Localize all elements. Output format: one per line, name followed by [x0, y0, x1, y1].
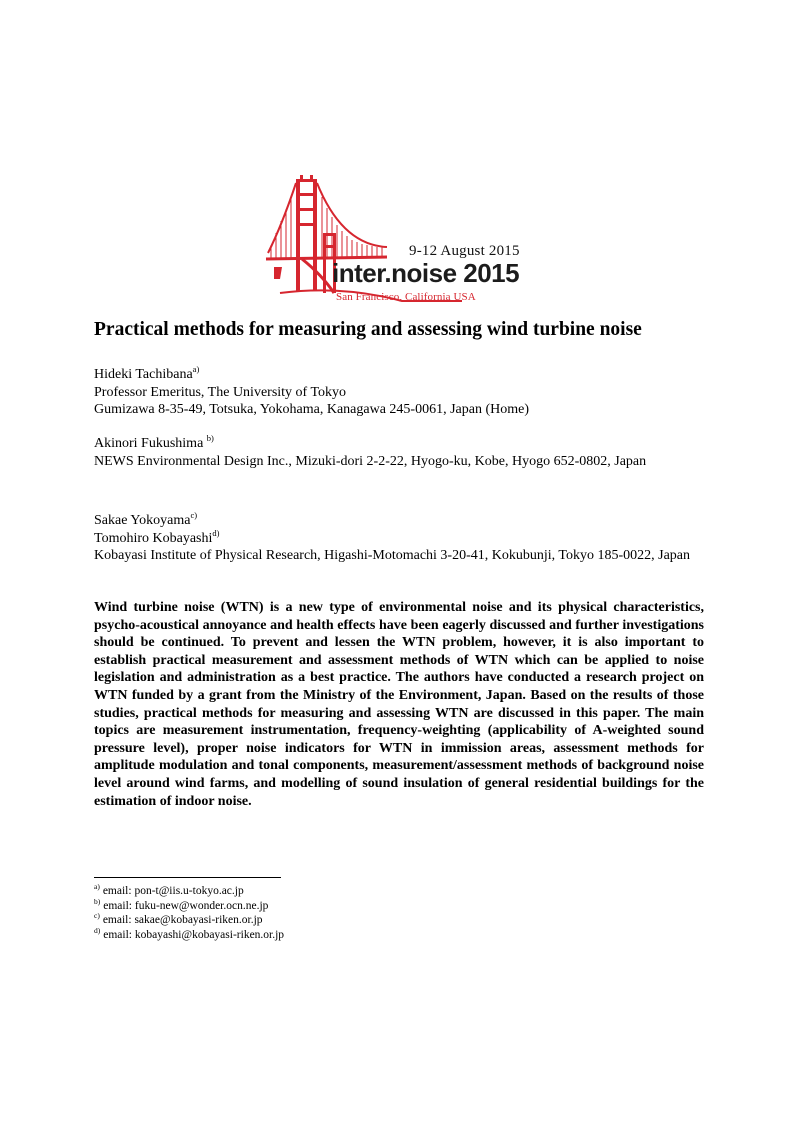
- footnotes: [94, 884, 704, 942]
- author-name-line: [94, 366, 704, 384]
- footnote-text: email: fuku-new@wonder.ocn.ne.jp: [103, 899, 269, 912]
- author-mark: d): [212, 527, 220, 538]
- author-block-3: [94, 512, 704, 565]
- author-name-line: [94, 435, 704, 453]
- author-affiliation: NEWS Environmental Design Inc., Mizuki-dori 2-2-22, Hyogo-ku, Kobe, Hyogo 652-0802, Japan: [94, 453, 647, 469]
- footnote-rule: [94, 877, 281, 878]
- footnote-mark: c): [94, 911, 100, 921]
- author-block-2: [94, 435, 704, 470]
- author-name: Tomohiro Kobayashi: [94, 530, 213, 546]
- paper-title: Practical methods for measuring and assessing wind turbine noise: [94, 319, 642, 340]
- footnote-text: email: kobayashi@kobayasi-riken.or.jp: [103, 928, 285, 941]
- footnote-text: email: sakae@kobayasi-riken.or.jp: [102, 914, 263, 927]
- author-name-line: [94, 512, 704, 530]
- logo-place: San Francisco, California USA: [336, 291, 476, 303]
- conference-logo: [262, 175, 532, 308]
- footnote-mark: a): [94, 882, 100, 891]
- author-mark: a): [192, 364, 200, 374]
- author-address: Gumizawa 8-35-49, Totsuka, Yokohama, Kanagawa 245-0061, Japan (Home): [94, 402, 529, 417]
- footnote-text: email: pon-t@iis.u-tokyo.ac.jp: [102, 885, 244, 897]
- author-name: Sakae Yokoyama: [94, 513, 191, 528]
- author-name: Hideki Tachibana: [94, 367, 193, 382]
- footnote: [94, 925, 704, 943]
- footnote-mark: d): [94, 925, 101, 935]
- author-name-line: [94, 527, 704, 548]
- author-name: Akinori Fukushima: [94, 436, 207, 451]
- author-affiliation: Kobayasi Institute of Physical Research, Higashi-Motomachi 3-20-41, Kokubunji, Tokyo 185-0022, Japan: [94, 548, 690, 563]
- logo-name: inter.noise 2015: [332, 258, 520, 288]
- abstract: Wind turbine noise (WTN) is a new type of environmental noise and its physical characteristics, psycho-acoustical annoyance and health effects have been eagerly discussed and further investigations should be continued. To prevent and lessen the WTN problem, however, it is also important to establish practical measurement and assessment methods of WTN which can be applied to noise legislation and administration as a best practice. The authors have conducted a research project on WTN funded by a grant from the Ministry of the Environment, Japan. Based on the results of those studies, practical methods for measuring and assessing WTN are discussed in this paper. The main topics are measurement instrumentation, frequency-weighting (applicability of A-weighted sound pressure level), proper noise indicators for WTN in immission areas, assessment methods for amplitude modulation and tonal components, measurement/assessment methods of background noise level around wind farms, and modelling of sound insulation of general residential buildings for the estimation of indoor noise.: [94, 600, 704, 809]
- author-affiliation: Professor Emeritus, The University of Tokyo: [94, 384, 347, 400]
- author-mark: c): [190, 510, 198, 520]
- logo-date: 9-12 August 2015: [409, 243, 520, 259]
- footnote: [94, 896, 704, 914]
- footnote: [94, 884, 704, 899]
- footnote-mark: b): [94, 896, 101, 906]
- author-mark: b): [206, 433, 214, 443]
- footnote: [94, 913, 704, 928]
- author-block-1: [94, 366, 704, 419]
